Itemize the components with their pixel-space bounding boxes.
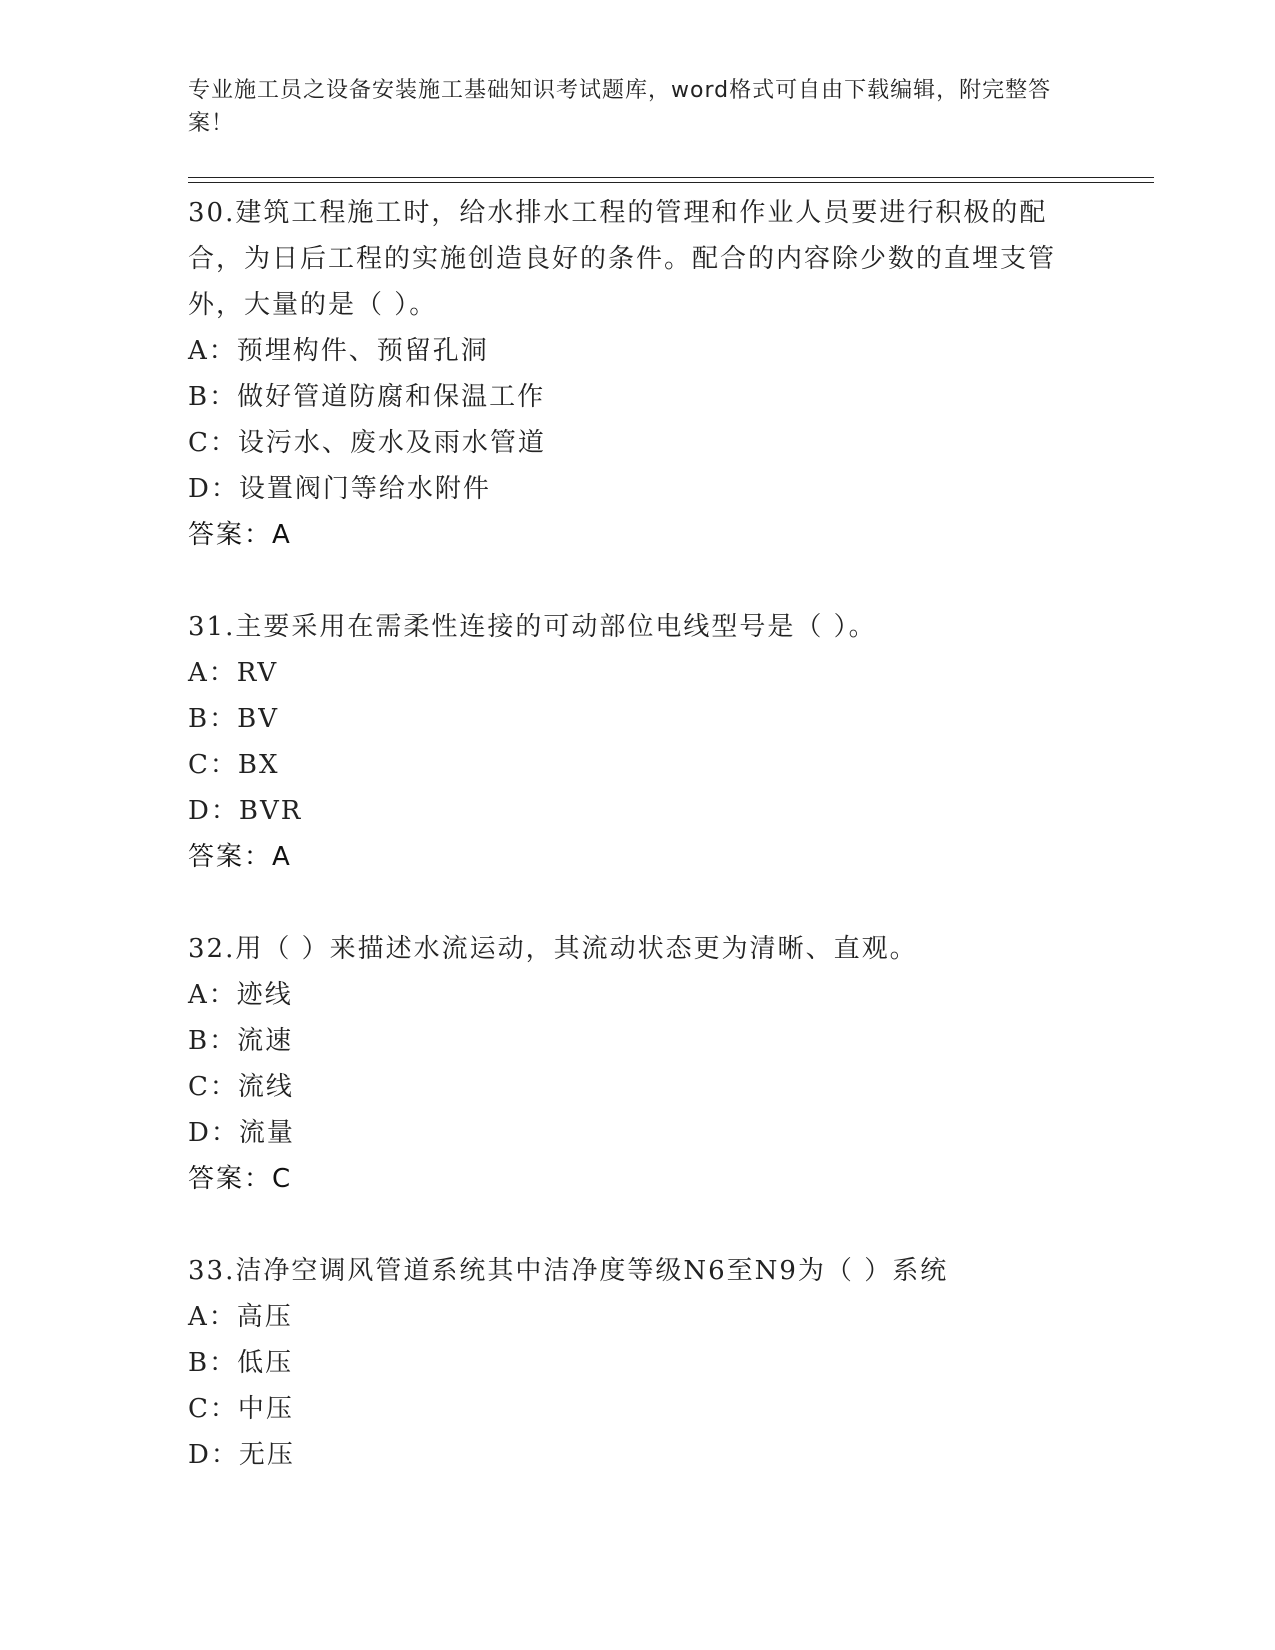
option-d: D：BVR	[188, 796, 303, 826]
option-b: B：低压	[188, 1348, 294, 1378]
question-list	[188, 190, 1088, 1524]
option-c: C：设污水、废水及雨水管道	[188, 428, 546, 458]
question-32	[188, 926, 1088, 1202]
option-a: A：RV	[188, 658, 279, 688]
question-stem: 33.洁净空调风管道系统其中洁净度等级N6至N9为（ ）系统	[188, 1256, 949, 1286]
document-header: 专业施工员之设备安装施工基础知识考试题库，word格式可自由下载编辑，附完整答案！	[188, 78, 1052, 136]
question-stem: 30.建筑工程施工时，给水排水工程的管理和作业人员要进行积极的配合，为日后工程的实施创造良好的条件。配合的内容除少数的直埋支管外，大量的是（ ）。	[188, 198, 1057, 320]
option-d: D：无压	[188, 1440, 295, 1470]
option-b: B：BV	[188, 704, 279, 734]
option-a: A：迹线	[188, 980, 293, 1010]
header-divider-bottom	[188, 182, 1154, 183]
question-30	[188, 190, 1088, 558]
question-stem: 32.用（ ）来描述水流运动，其流动状态更为清晰、直观。	[188, 934, 918, 964]
option-b: B：做好管道防腐和保温工作	[188, 382, 546, 412]
option-d: D：流量	[188, 1118, 295, 1148]
question-stem: 31.主要采用在需柔性连接的可动部位电线型号是（ ）。	[188, 612, 877, 642]
option-a: A：高压	[188, 1302, 293, 1332]
answer-line: 答案：A	[188, 842, 292, 872]
answer-line: 答案：A	[188, 520, 292, 550]
answer-line: 答案：C	[188, 1164, 293, 1194]
option-c: C：中压	[188, 1394, 294, 1424]
header-divider-top	[188, 177, 1154, 178]
option-c: C：流线	[188, 1072, 294, 1102]
option-d: D：设置阀门等给水附件	[188, 474, 491, 504]
option-c: C：BX	[188, 750, 280, 780]
question-33	[188, 1248, 1088, 1478]
option-a: A：预埋构件、预留孔洞	[188, 336, 489, 366]
option-b: B：流速	[188, 1026, 294, 1056]
question-31	[188, 604, 1088, 880]
